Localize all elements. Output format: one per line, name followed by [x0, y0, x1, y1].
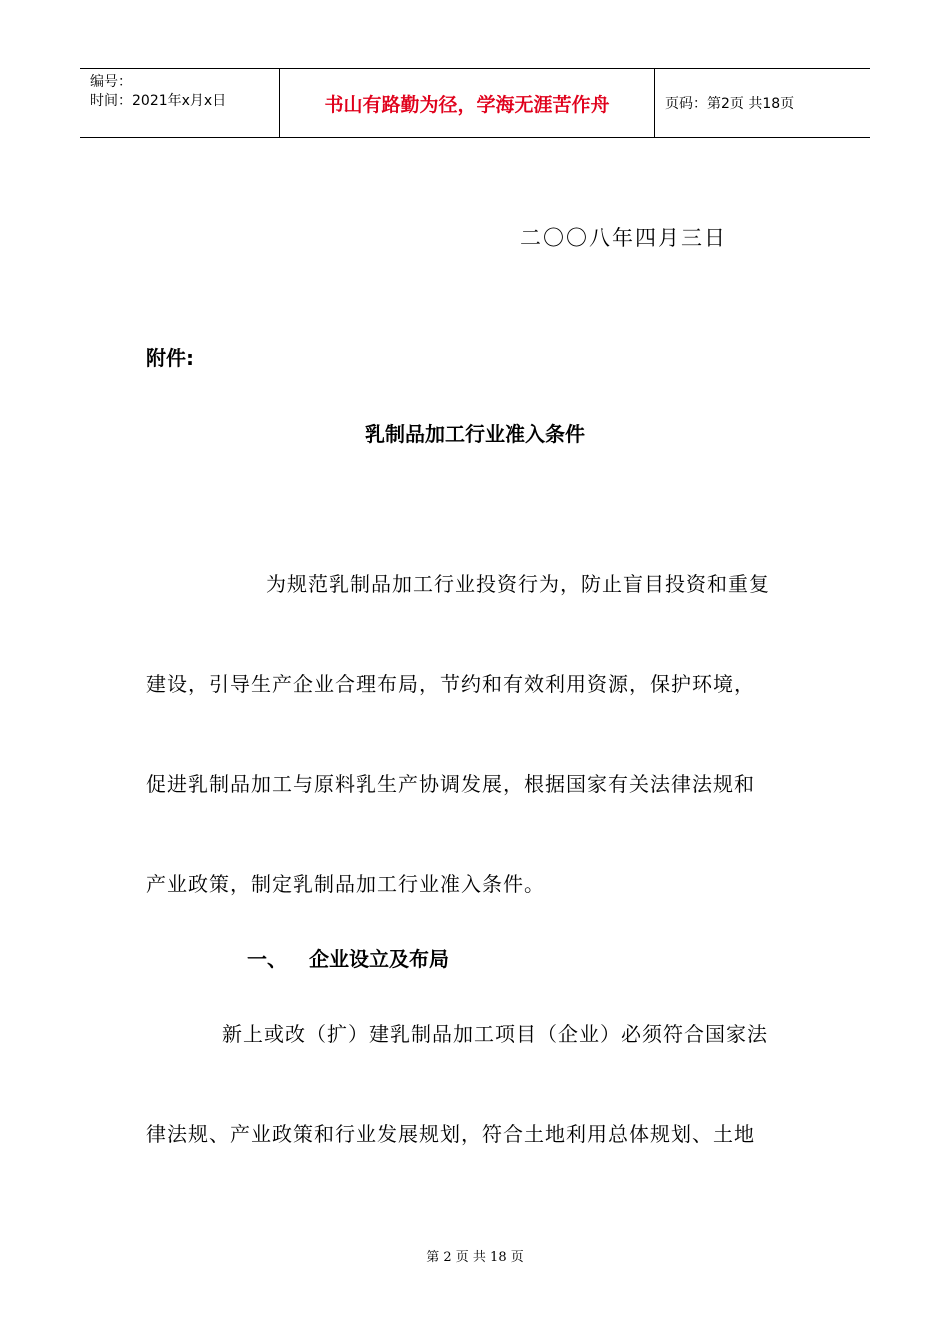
attachment-label: 附件: — [146, 346, 194, 370]
page-footer: 第 2 页 共 18 页 — [426, 1250, 524, 1265]
number-label: 编号： — [90, 74, 132, 90]
paragraph-line: 新上或改（扩）建乳制品加工项目（企业）必须符合国家法 — [222, 1022, 768, 1046]
document-title: 乳制品加工行业准入条件 — [365, 422, 585, 446]
document-date: 二〇〇八年四月三日 — [520, 226, 727, 250]
section-heading — [247, 943, 449, 972]
paragraph-line: 为规范乳制品加工行业投资行为，防止盲目投资和重复 — [266, 572, 770, 596]
paragraph-line: 产业政策，制定乳制品加工行业准入条件。 — [146, 872, 545, 896]
header-meta-cell — [80, 69, 280, 137]
time-label: 时间：2021年x月x日 — [90, 93, 227, 109]
section-number: 一、 — [247, 947, 287, 971]
header-page-info: 页码：第2页 共18页 — [665, 96, 795, 112]
header-table — [80, 68, 870, 138]
header-motto: 书山有路勤为径，学海无涯苦作舟 — [280, 69, 655, 137]
paragraph-line: 促进乳制品加工与原料乳生产协调发展，根据国家有关法律法规和 — [146, 772, 755, 796]
paragraph-line: 律法规、产业政策和行业发展规划，符合土地利用总体规划、土地 — [146, 1122, 755, 1146]
paragraph-line: 建设，引导生产企业合理布局，节约和有效利用资源，保护环境， — [146, 672, 755, 696]
section-title: 企业设立及布局 — [309, 947, 449, 971]
